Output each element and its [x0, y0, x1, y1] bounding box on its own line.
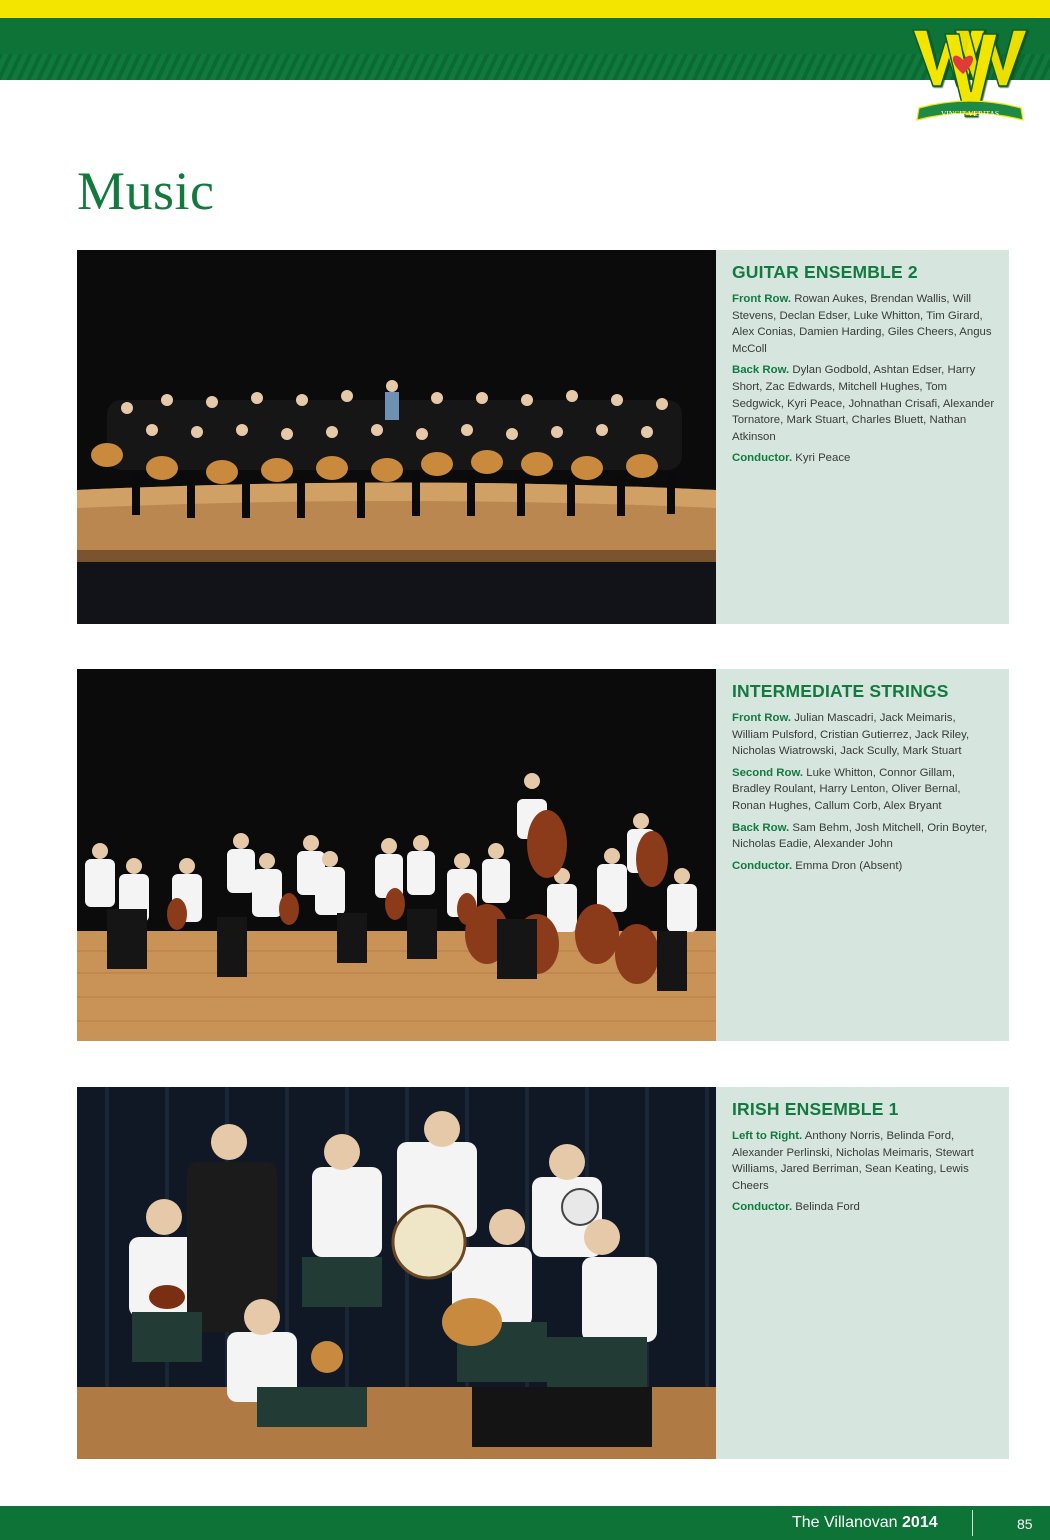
section-guitar-ensemble — [77, 250, 1009, 624]
group-names: Julian Mascadri, Jack Meimaris, William Pulsford, Cristian Gutierrez, Jack Riley, Nicholas Wiatrowski, Jack Scully, Mark Stuart — [732, 712, 970, 758]
group-label: Front Row. — [732, 712, 792, 724]
group-names: Rowan Aukes, Brendan Wallis, Will Stevens, Declan Edser, Luke Whitton, Tim Girard, Alex Conias, Damien Harding, Giles Cheers, Angus McColl — [732, 293, 992, 355]
section-title: GUITAR ENSEMBLE 2 — [732, 262, 918, 282]
group-label: Conductor. — [732, 452, 793, 465]
publication-year: 2014 — [902, 1514, 938, 1531]
group-names: Anthony Norris, Belinda Ford, Alexander Perlinski, Nicholas Meimaris, Stewart Williams, Jared Berriman, Sean Keating, Lewis Cheers — [732, 1130, 974, 1192]
intermediate-strings-photo — [77, 669, 716, 1041]
group-names: Sam Behm, Josh Mitchell, Orin Boyter, Nicholas Eadie, Alexander John — [732, 821, 988, 851]
group-names: Emma Dron (Absent) — [795, 859, 903, 872]
irish-ensemble-photo — [77, 1087, 716, 1459]
page-title: Music — [77, 161, 215, 221]
group-label: Conductor. — [732, 1201, 793, 1214]
irish-ensemble-panel — [716, 1087, 1009, 1459]
header-yellow-stripe — [0, 0, 1050, 18]
conductor — [732, 450, 995, 467]
front-row — [732, 710, 995, 760]
guitar-ensemble-photo — [77, 250, 716, 624]
group-label: Back Row. — [732, 821, 790, 834]
group-label: Left to Right. — [732, 1130, 803, 1142]
left-to-right — [732, 1128, 995, 1194]
header-green-solid — [0, 18, 1050, 54]
conductor — [732, 1199, 995, 1216]
vv-crest-icon — [905, 20, 1035, 130]
footer-divider — [972, 1510, 973, 1536]
group-names: Luke Whitton, Connor Gillam, Bradley Roulant, Harry Lenton, Oliver Bernal, Ronan Hughes, Callum Corb, Alex Bryant — [732, 766, 961, 812]
section-intermediate-strings — [77, 669, 1009, 1041]
group-label: Conductor. — [732, 859, 793, 872]
section-title: INTERMEDIATE STRINGS — [732, 681, 949, 701]
section-title: IRISH ENSEMBLE 1 — [732, 1099, 899, 1119]
back-row — [732, 362, 995, 445]
conductor — [732, 858, 995, 875]
section-irish-ensemble — [77, 1087, 1009, 1459]
back-row — [732, 820, 995, 853]
group-names: Belinda Ford — [795, 1201, 860, 1214]
publication-name: The Villanovan — [792, 1514, 898, 1531]
guitar-ensemble-panel — [716, 250, 1009, 624]
page-number: 85 — [1017, 1516, 1033, 1532]
group-label: Front Row. — [732, 293, 792, 305]
intermediate-strings-panel — [716, 669, 1009, 1041]
crest-motto: VINCIT VERITAS — [940, 109, 1000, 118]
header-band — [0, 0, 1050, 80]
front-row — [732, 291, 995, 357]
second-row — [732, 765, 995, 815]
group-label: Back Row. — [732, 364, 790, 377]
group-label: Second Row. — [732, 766, 804, 779]
group-names: Dylan Godbold, Ashtan Edser, Harry Short, Zac Edwards, Mitchell Hughes, Tom Sedgwick, Kyri Peace, Johnathan Crisafi, Alexander Tornatore, Mark Stuart, Charles Bluett, Nathan Atkinson — [732, 364, 995, 443]
group-names: Kyri Peace — [795, 452, 851, 465]
footer-publication — [792, 1514, 938, 1532]
